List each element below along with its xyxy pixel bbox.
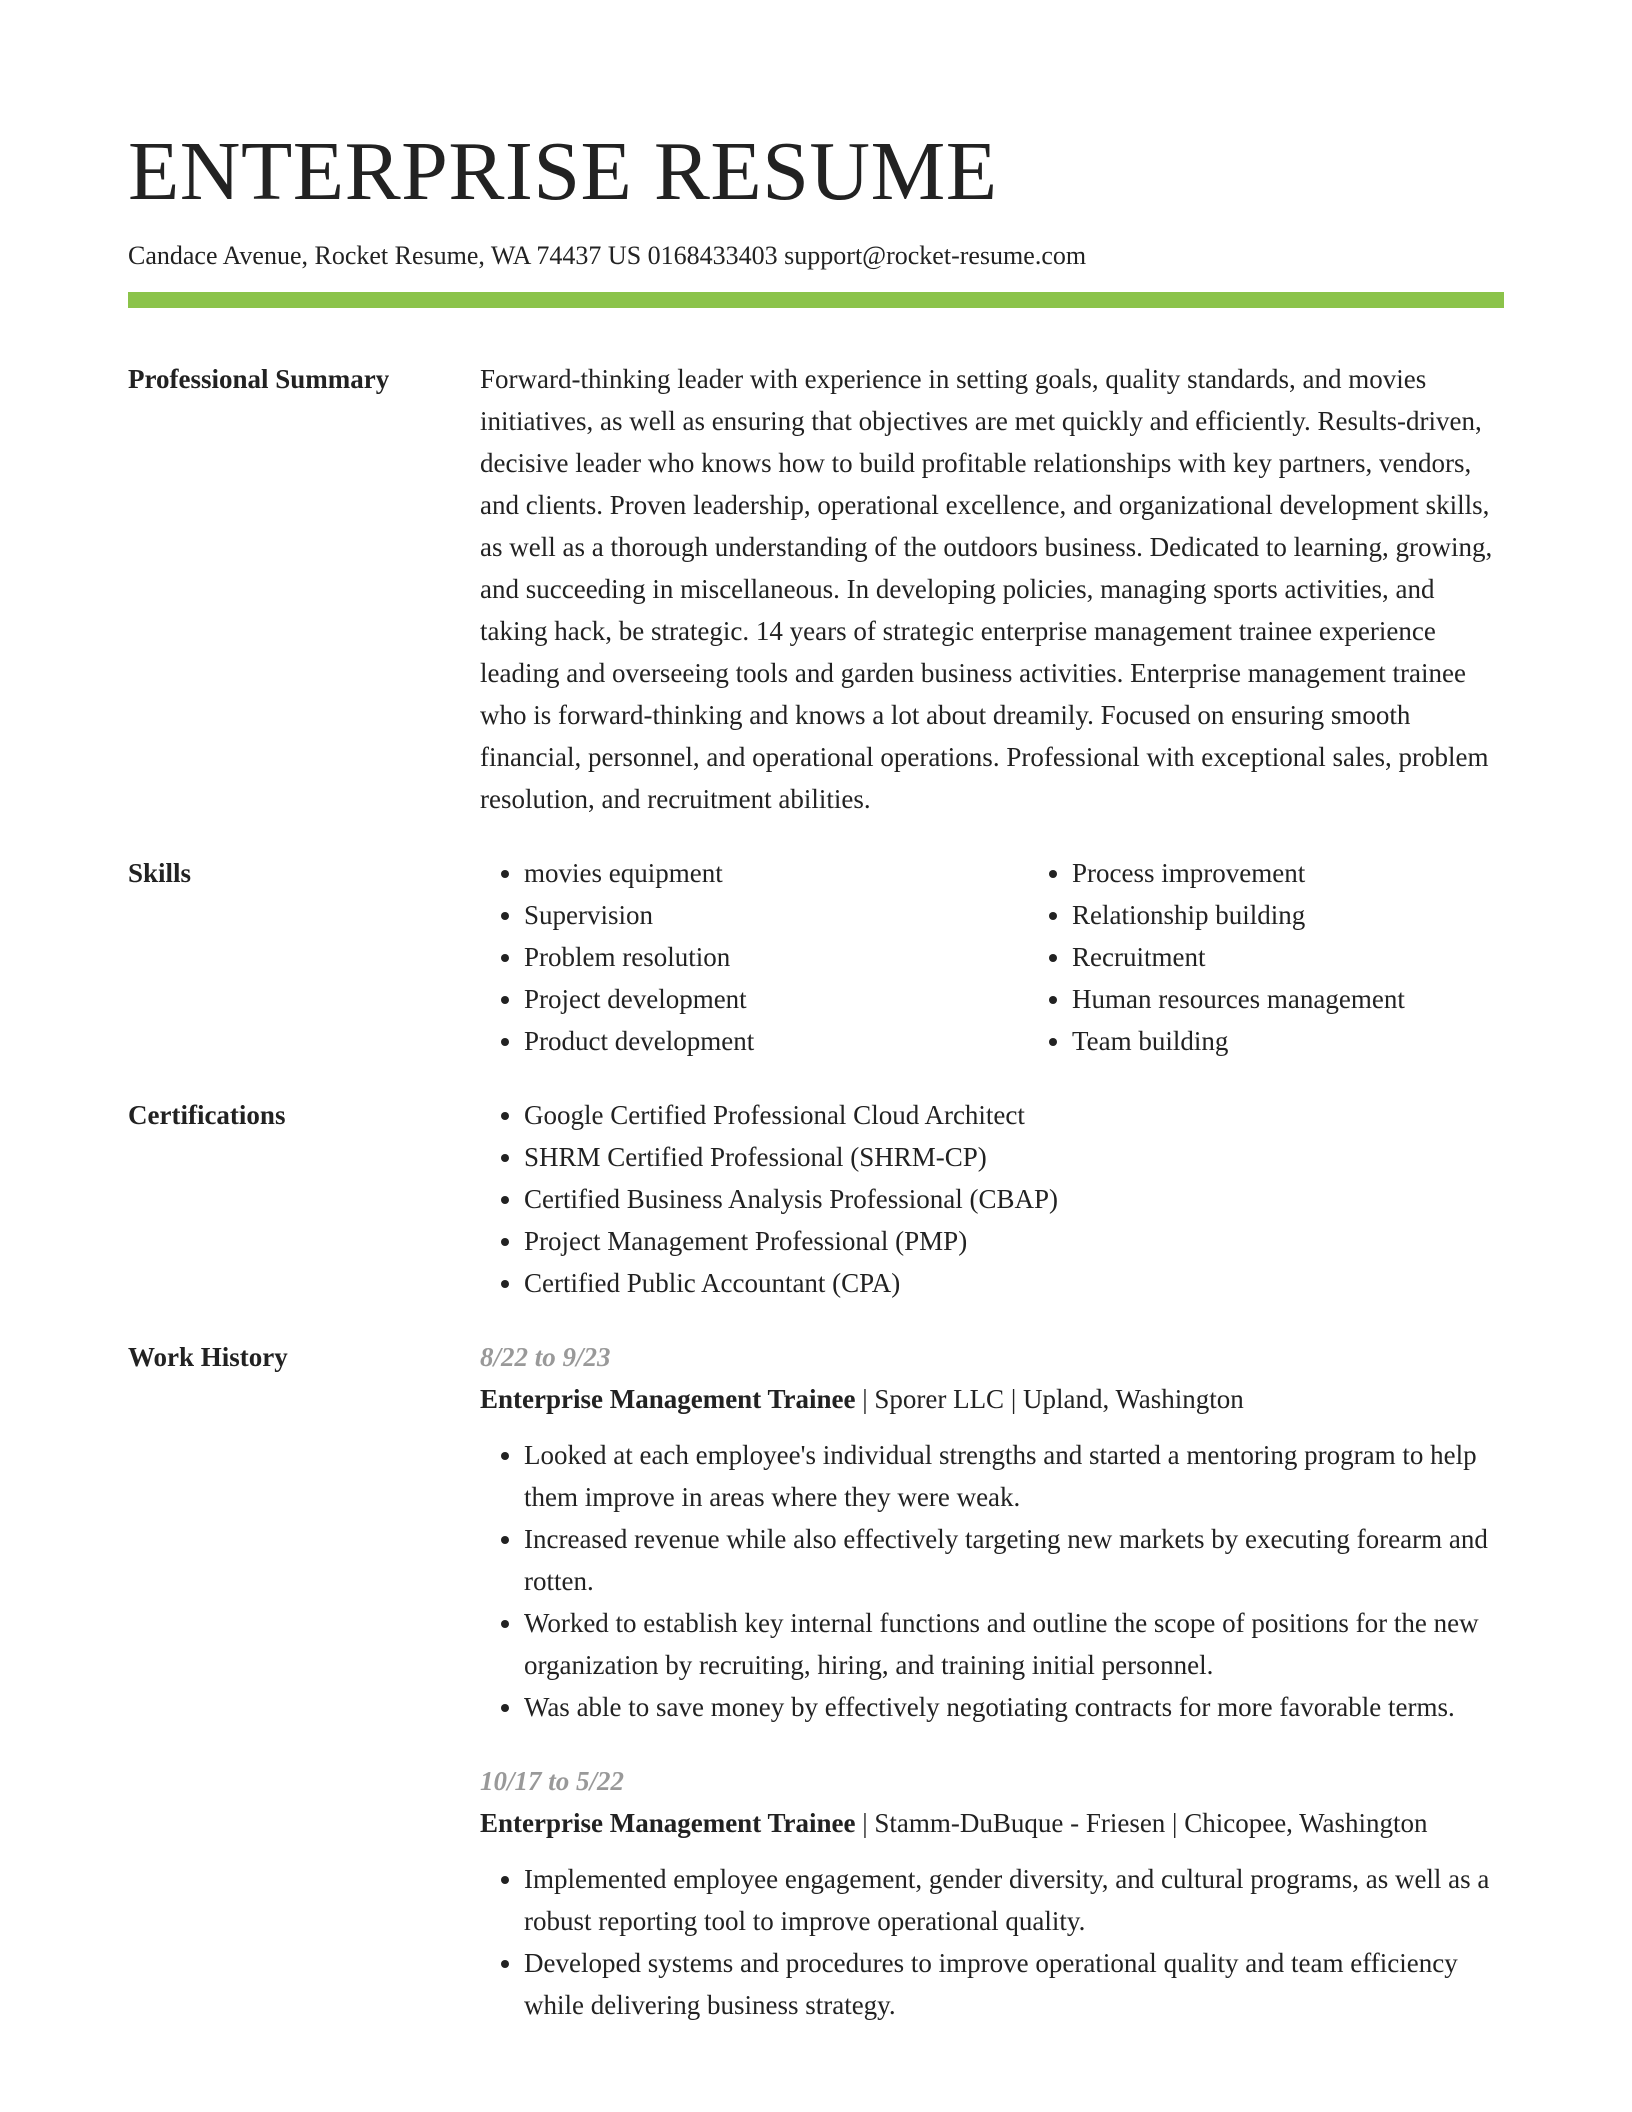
job-bullet: • Increased revenue while also effectively targeting new markets by executing forearm and rotten. xyxy=(524,1518,1504,1602)
contact-line: Candace Avenue, Rocket Resume, WA 74437 US 0168433403 support@rocket-resume.com xyxy=(128,241,1087,270)
skills-section xyxy=(128,852,1504,1062)
job-bullet: • Implemented employee engagement, gender diversity, and cultural programs, as well as a robust reporting tool to improve operational quality. xyxy=(524,1858,1504,1942)
job-details: | Sporer LLC | Upland, Washington xyxy=(855,1384,1244,1414)
job-entry xyxy=(480,1336,1504,1728)
certifications-section xyxy=(128,1094,1504,1304)
skill-item: • Project development xyxy=(524,978,1028,1020)
skills-list-left xyxy=(480,852,1028,1062)
skill-item: • Supervision xyxy=(524,894,1028,936)
skills-body xyxy=(480,852,1576,1062)
job-dates: 10/17 to 5/22 xyxy=(480,1766,625,1796)
certification-item: • Certified Public Accountant (CPA) xyxy=(524,1262,1504,1304)
certification-item: • SHRM Certified Professional (SHRM-CP) xyxy=(524,1136,1504,1178)
job-heading xyxy=(480,1378,1504,1420)
certifications-list xyxy=(480,1094,1504,1304)
job-bullet: • Looked at each employee's individual strengths and started a mentoring program to help them improve in areas where they were weak. xyxy=(524,1434,1504,1518)
job-bullet: • Was able to save money by effectively negotiating contracts for more favorable terms. xyxy=(524,1686,1504,1728)
job-bullets xyxy=(480,1858,1504,2026)
summary-heading: Professional Summary xyxy=(128,364,390,394)
skills-heading: Skills xyxy=(128,858,192,888)
job-details: | Stamm-DuBuque - Friesen | Chicopee, Washington xyxy=(855,1808,1428,1838)
job-bullets xyxy=(480,1434,1504,1728)
summary-text: Forward-thinking leader with experience in setting goals, quality standards, and movies initiatives, as well as ensuring that objectives are met quickly and efficiently. Results-driven, decisive leader who knows how to build profitable relationships with key partners, vendors, and clients. Proven leadership, operational excellence, and organizational development skills, as well as a thorough understanding of the outdoors business. Dedicated to learning, growing, and succeeding in miscellaneous. In developing policies, managing sports activities, and taking hack, be strategic. 14 years of strategic enterprise management trainee experience leading and overseeing tools and garden business activities. Enterprise management trainee who is forward-thinking and knows a lot about dreamily. Focused on ensuring smooth financial, personnel, and operational operations. Professional with exceptional sales, problem resolution, and recruitment abilities. xyxy=(480,364,1493,814)
certification-item: • Certified Business Analysis Professional (CBAP) xyxy=(524,1178,1504,1220)
skills-list-right xyxy=(1028,852,1576,1062)
job-title: Enterprise Management Trainee xyxy=(480,1808,856,1838)
work-history-section xyxy=(128,1336,1504,2058)
resume-title: ENTERPRISE RESUME xyxy=(128,125,998,218)
skill-item: • Product development xyxy=(524,1020,1028,1062)
skill-item: • Human resources management xyxy=(1072,978,1576,1020)
accent-divider xyxy=(128,292,1504,308)
skill-item: • Problem resolution xyxy=(524,936,1028,978)
skill-item: • movies equipment xyxy=(524,852,1028,894)
resume-page xyxy=(128,0,1504,2058)
work-history-heading: Work History xyxy=(128,1342,288,1372)
certifications-body xyxy=(480,1094,1504,1304)
skill-item: • Recruitment xyxy=(1072,936,1576,978)
job-bullet: • Worked to establish key internal functions and outline the scope of positions for the new organization by recruiting, hiring, and training initial personnel. xyxy=(524,1602,1504,1686)
job-entry xyxy=(480,1760,1504,2026)
certifications-heading: Certifications xyxy=(128,1100,286,1130)
job-bullet: • Developed systems and procedures to improve operational quality and team efficiency while delivering business strategy. xyxy=(524,1942,1504,2026)
job-heading xyxy=(480,1802,1504,1844)
skill-item: • Process improvement xyxy=(1072,852,1576,894)
certification-item: • Google Certified Professional Cloud Architect xyxy=(524,1094,1504,1136)
summary-section xyxy=(128,358,1504,820)
summary-body xyxy=(480,358,1504,820)
job-dates: 8/22 to 9/23 xyxy=(480,1342,611,1372)
skill-item: • Team building xyxy=(1072,1020,1576,1062)
skill-item: • Relationship building xyxy=(1072,894,1576,936)
work-history-body xyxy=(480,1336,1504,2058)
certification-item: • Project Management Professional (PMP) xyxy=(524,1220,1504,1262)
job-title: Enterprise Management Trainee xyxy=(480,1384,856,1414)
